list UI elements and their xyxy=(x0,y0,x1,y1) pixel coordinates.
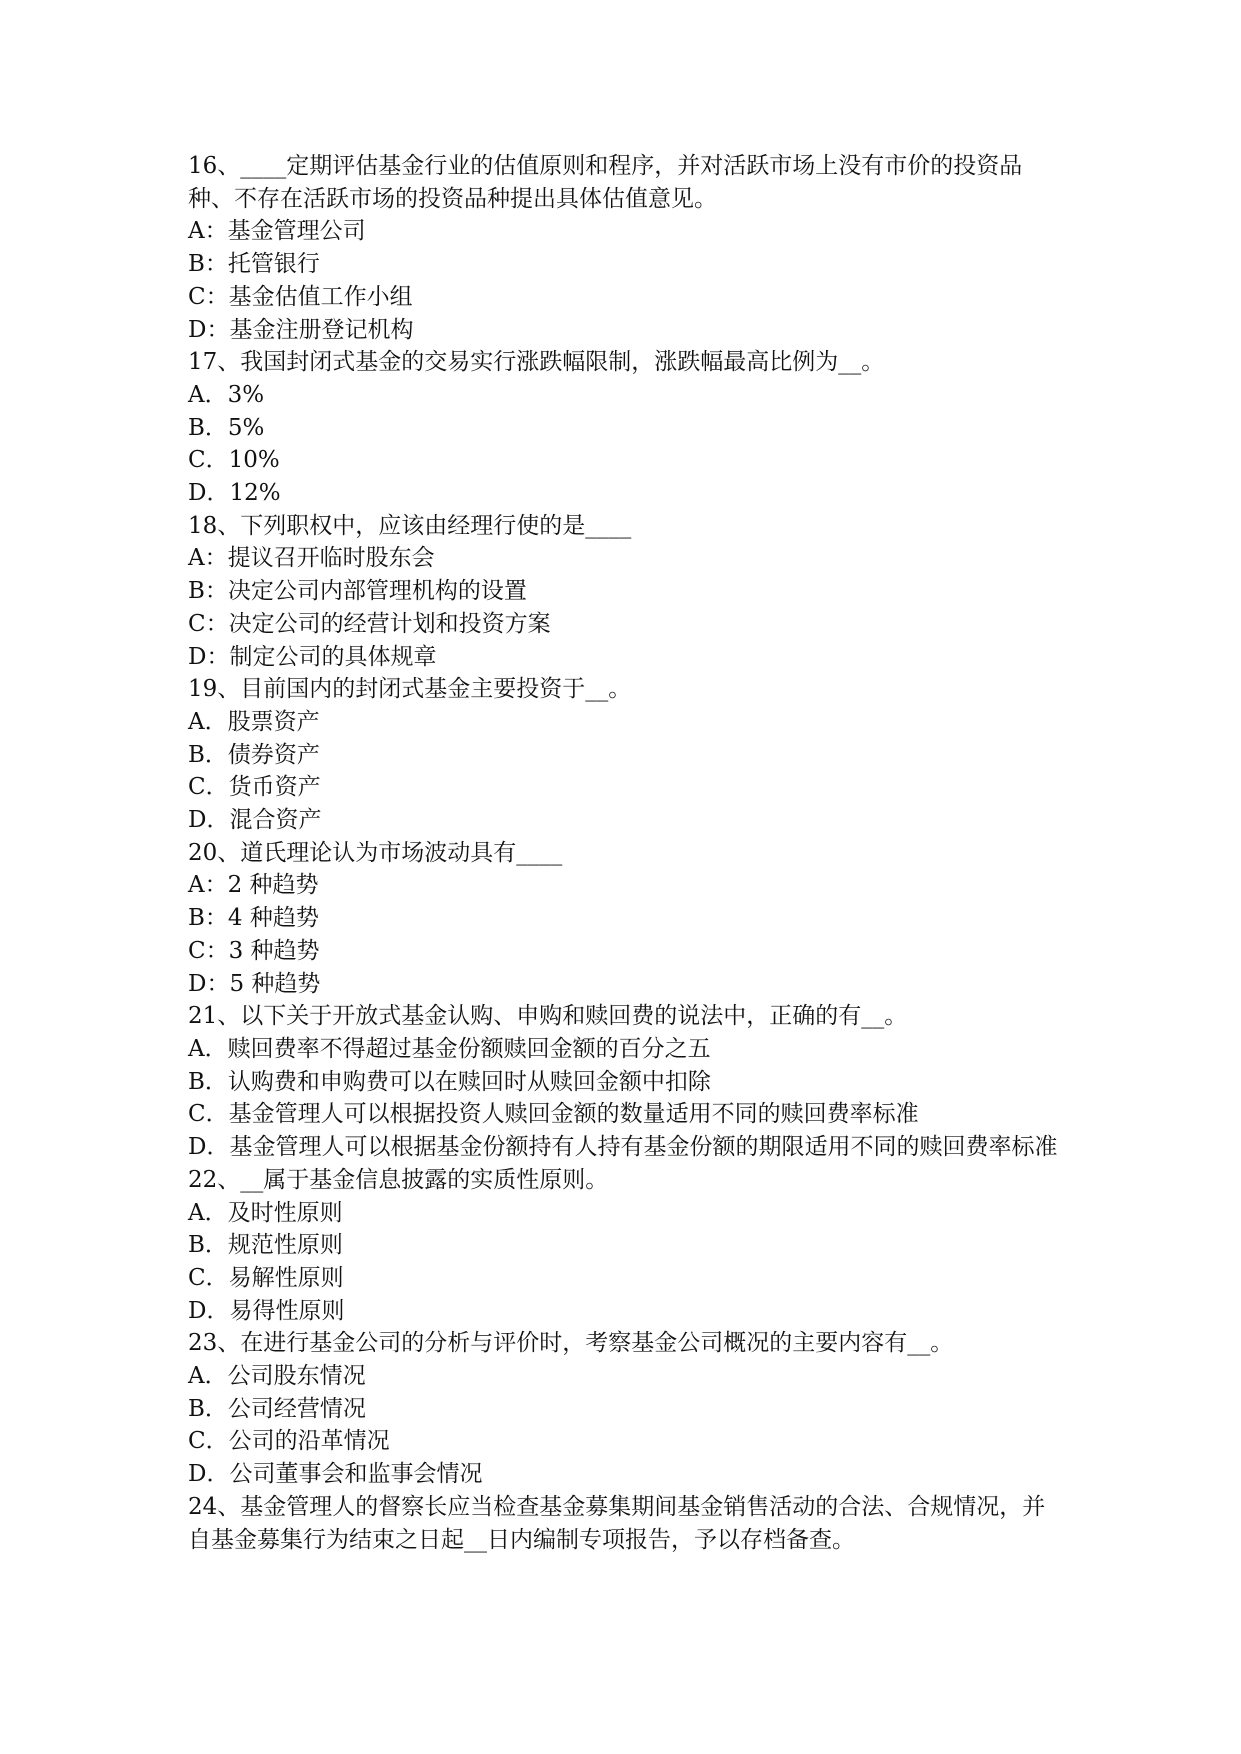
option-c: C．易解性原则 xyxy=(188,1264,344,1291)
question-stem: 23、在进行基金公司的分析与评价时，考察基金公司概况的主要内容有__。 xyxy=(188,1330,954,1357)
option-c: C．基金管理人可以根据投资人赎回金额的数量适用不同的赎回费率标准 xyxy=(188,1101,919,1128)
option-a: A：基金管理公司 xyxy=(188,218,366,245)
option-c: C．货币资产 xyxy=(188,774,321,801)
question-stem: 17、我国封闭式基金的交易实行涨跌幅限制，涨跌幅最高比例为__。 xyxy=(188,349,885,376)
question-19 xyxy=(188,673,1068,837)
option-c: C：决定公司的经营计划和投资方案 xyxy=(188,610,551,637)
question-24 xyxy=(188,1491,1068,1556)
question-stem: 21、以下关于开放式基金认购、申购和赎回费的说法中，正确的有__。 xyxy=(188,1003,908,1030)
option-a: A．股票资产 xyxy=(188,708,320,735)
option-b: B．规范性原则 xyxy=(188,1232,343,1259)
question-stem: 24、基金管理人的督察长应当检查基金募集期间基金销售活动的合法、合规情况，并自基金募集行为结束之日起__日内编制专项报告，予以存档备查。 xyxy=(188,1493,1046,1553)
option-a: A：提议召开临时股东会 xyxy=(188,545,435,572)
option-a: A．3% xyxy=(188,381,265,408)
option-b: B．认购费和申购费可以在赎回时从赎回金额中扣除 xyxy=(188,1068,711,1095)
option-b: B．公司经营情况 xyxy=(188,1395,366,1422)
option-a: A．及时性原则 xyxy=(188,1199,343,1226)
option-c: C：3 种趋势 xyxy=(188,937,320,964)
option-d: D．混合资产 xyxy=(188,807,322,834)
option-d: D．12% xyxy=(188,480,281,507)
question-23 xyxy=(188,1327,1068,1491)
option-d: D．基金管理人可以根据基金份额持有人持有基金份额的期限适用不同的赎回费率标准 xyxy=(188,1134,1058,1161)
question-list xyxy=(188,150,1068,1556)
option-b: B：托管银行 xyxy=(188,251,320,278)
option-b: B：决定公司内部管理机构的设置 xyxy=(188,578,527,605)
option-a: A．公司股东情况 xyxy=(188,1363,366,1390)
option-d: D．公司董事会和监事会情况 xyxy=(188,1461,483,1488)
option-b: B：4 种趋势 xyxy=(188,905,319,932)
question-stem: 16、____定期评估基金行业的估值原则和程序，并对活跃市场上没有市价的投资品种、不存在活跃市场的投资品种提出具体估值意见。 xyxy=(188,153,1023,212)
option-d: D：基金注册登记机构 xyxy=(188,316,414,343)
question-18 xyxy=(188,510,1068,674)
option-d: D．易得性原则 xyxy=(188,1297,345,1324)
question-stem: 19、目前国内的封闭式基金主要投资于__。 xyxy=(188,676,632,703)
question-stem: 20、道氏理论认为市场波动具有____ xyxy=(188,839,563,866)
option-c: C．公司的沿革情况 xyxy=(188,1428,390,1455)
question-20 xyxy=(188,837,1068,1001)
question-stem: 18、下列职权中，应该由经理行使的是____ xyxy=(188,512,632,539)
question-16 xyxy=(188,150,1068,346)
option-b: B．5% xyxy=(188,414,265,441)
option-a: A．赎回费率不得超过基金份额赎回金额的百分之五 xyxy=(188,1035,711,1062)
option-c: C．10% xyxy=(188,447,280,474)
question-stem: 22、__属于基金信息披露的实质性原则。 xyxy=(188,1166,609,1193)
question-21 xyxy=(188,1000,1068,1164)
question-17 xyxy=(188,346,1068,510)
option-c: C：基金估值工作小组 xyxy=(188,283,413,310)
option-a: A：2 种趋势 xyxy=(188,872,319,899)
option-b: B．债券资产 xyxy=(188,741,320,768)
option-d: D：制定公司的具体规章 xyxy=(188,643,437,670)
question-22 xyxy=(188,1164,1068,1328)
option-d: D：5 种趋势 xyxy=(188,970,321,997)
